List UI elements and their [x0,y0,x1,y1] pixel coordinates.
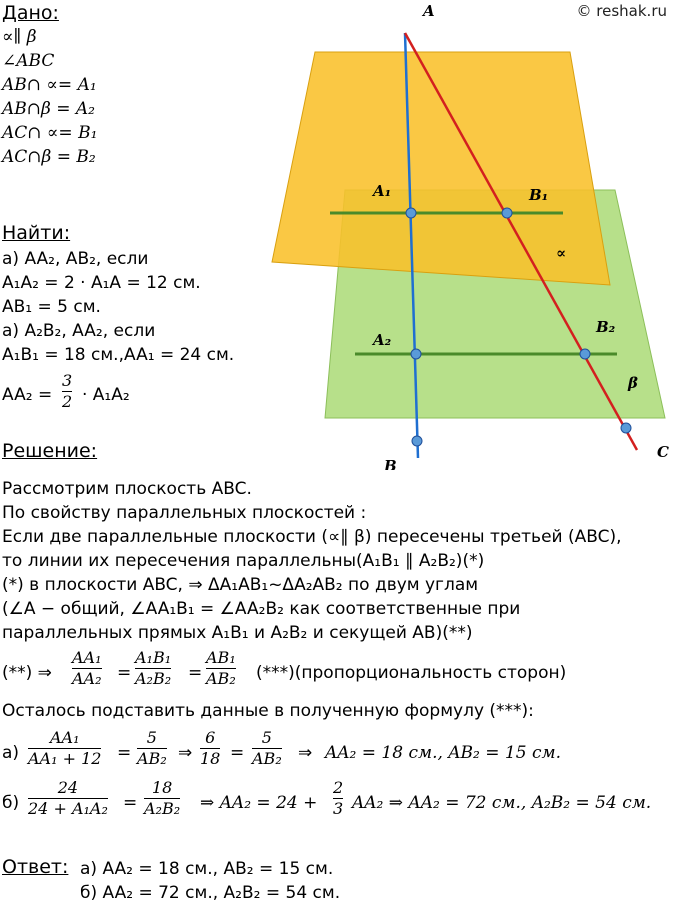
fraction [333,779,343,818]
answer-title: Ответ: [2,856,69,878]
solution-line: По свойству параллельных плоскостей : [2,503,367,523]
fraction [135,649,171,688]
solution-line: то линии их пересечения параллельны(A₁B₁ ∥ A₂B₂)(*) [2,551,485,571]
geometry-figure [260,0,679,470]
case-b-label: б) [2,793,20,813]
denominator: A₂B₂ [135,669,172,688]
given-line: AB∩β = A₂ [2,99,95,119]
label-a: A [423,2,435,20]
equals: = [123,793,138,813]
label-a1: A₁ [373,182,392,200]
numerator: 3 [62,371,73,390]
fraction [206,649,236,688]
numerator: 5 [261,728,272,747]
answer-a: а) AA₂ = 18 см., AB₂ = 15 см. [80,859,334,879]
find-line: а) A₂B₂, AA₂, если [2,321,156,341]
point-b2 [580,349,590,359]
point-a1 [406,208,416,218]
find-line: A₁A₂ = 2 · A₁A = 12 см. [2,273,201,293]
given-line: AB∩ ∝= A₁ [2,75,97,95]
fraction [144,779,180,818]
case-a-result: AA₂ = 18 см., AB₂ = 15 см. [325,743,561,763]
denominator: AA₂ [72,669,102,688]
given-line: AC∩β = B₂ [2,147,96,167]
solution-line: Если две параллельные плоскости (∝∥ β) пересечены третьей (ABC), [2,527,622,547]
denominator: 18 [200,749,221,768]
denominator: 2 [62,392,73,411]
case-a-label: а) [2,743,20,763]
implies: ⇒ [298,743,313,763]
point-c [621,423,631,433]
fraction [252,729,282,768]
label-c: C [657,443,669,461]
denominator: 3 [333,799,344,818]
equals: = [117,663,132,683]
watermark: © reshak.ru [576,2,667,20]
case-b-mid: ⇒ AA₂ = 24 + [200,793,318,813]
point-b1 [502,208,512,218]
fraction [28,779,108,818]
case-b-result: AA₂ ⇒ AA₂ = 72 см., A₂B₂ = 54 см. [352,793,652,813]
fraction [137,729,167,768]
find-last-suffix: · A₁A₂ [82,385,130,405]
find-line: а) AA₂, AB₂, если [2,249,149,269]
implies: ⇒ [178,743,193,763]
numerator: AA₁ [49,728,80,747]
label-a2: A₂ [373,331,392,349]
prop-prefix: (**) ⇒ [2,663,52,683]
numerator: 6 [205,728,216,747]
given-line: AC∩ ∝= B₁ [2,123,98,143]
numerator: 2 [333,778,344,797]
solution-title: Решение: [2,440,98,462]
denominator: AA₁ + 12 [28,749,102,768]
solution-line: параллельных прямых A₁B₁ и A₂B₂ и секущей AB)(**) [2,623,473,643]
find-line: AB₁ = 5 см. [2,297,101,317]
numerator: 5 [146,728,157,747]
solution-line: (*) в плоскости ABC, ⇒ ΔA₁AB₁~ΔA₂AB₂ по двум углам [2,575,479,595]
label-beta: β [628,374,638,392]
numerator: AB₁ [206,648,236,667]
fraction [200,729,220,768]
denominator: A₂B₂ [144,799,181,818]
label-b1: B₁ [529,186,549,204]
fraction [62,372,72,411]
given-line: ∝∥ β [2,27,37,47]
given-title: Дано: [2,2,59,24]
point-a2 [411,349,421,359]
denominator: AB₂ [137,749,167,768]
numerator: 18 [151,778,173,797]
point-b [412,436,422,446]
label-alpha: ∝ [556,244,567,262]
answer-b: б) AA₂ = 72 см., A₂B₂ = 54 см. [80,883,341,903]
numerator: A₁B₁ [135,648,172,667]
numerator: AA₁ [72,648,102,667]
denominator: AB₂ [206,669,236,688]
substitute-line: Осталось подставить данные в полученную формулу (***): [2,701,534,721]
denominator: AB₂ [252,749,282,768]
denominator: 24 + A₁A₂ [28,799,108,818]
label-b2: B₂ [596,318,616,336]
numerator: 24 [57,778,79,797]
fraction [72,649,102,688]
prop-suffix: (***)(пропорциональность сторон) [256,663,567,683]
label-b: B [384,457,397,470]
find-last-prefix: AA₂ = [2,385,53,405]
given-line: ∠ABC [2,51,55,71]
solution-line: Рассмотрим плоскость ABC. [2,479,252,499]
equals: = [230,743,245,763]
find-title: Найти: [2,222,71,244]
solution-line: (∠A − общий, ∠AA₁B₁ = ∠AA₂B₂ как соответственные при [2,599,521,619]
fraction [28,729,101,768]
equals: = [117,743,132,763]
equals: = [188,663,203,683]
find-line: A₁B₁ = 18 см.,AA₁ = 24 см. [2,345,235,365]
